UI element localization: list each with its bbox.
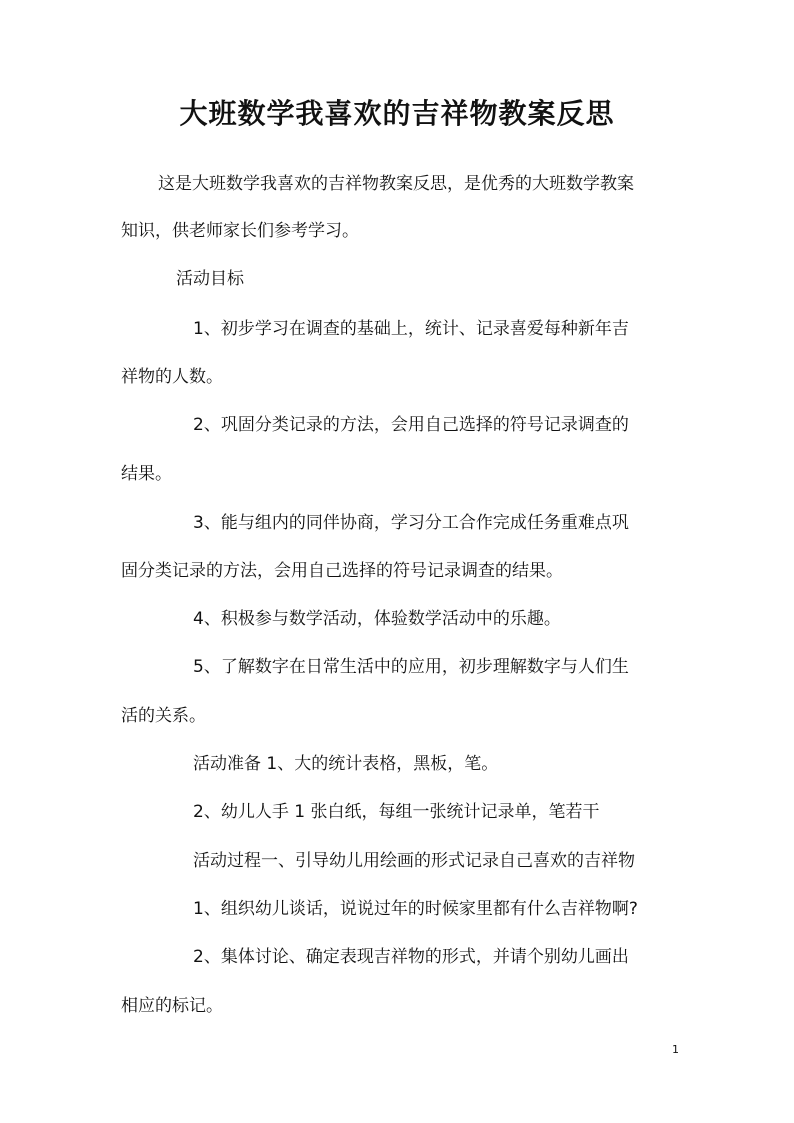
paragraph-line: 相应的标记。 [121,996,223,1016]
paragraph-line: 3、能与组内的同伴协商，学习分工合作完成任务重难点巩 [193,513,629,533]
paragraph-line: 结果。 [121,464,172,484]
paragraph-line: 这是大班数学我喜欢的吉祥物教案反思，是优秀的大班数学教案 [158,174,634,194]
paragraph-line: 祥物的人数。 [121,367,223,387]
paragraph-line: 2、集体讨论、确定表现吉祥物的形式，并请个别幼儿画出 [193,947,629,967]
paragraph-line: 2、巩固分类记录的方法，会用自己选择的符号记录调查的 [193,415,629,435]
paragraph-line: 5、了解数字在日常生活中的应用，初步理解数字与人们生 [193,657,629,677]
document-title: 大班数学我喜欢的吉祥物教案反思 [179,97,615,130]
paragraph-line: 1、组织幼儿谈话，说说过年的时候家里都有什么吉祥物啊? [193,899,638,919]
paragraph-line: 1、初步学习在调查的基础上，统计、记录喜爱每种新年吉 [193,319,629,339]
section-heading: 活动目标 [176,269,244,289]
paragraph-line: 固分类记录的方法，会用自己选择的符号记录调查的结果。 [121,561,563,581]
page-number: 1 [672,1043,679,1056]
paragraph-line: 活动准备 1、大的统计表格，黑板，笔。 [193,754,499,774]
paragraph-line: 知识，供老师家长们参考学习。 [121,221,359,241]
paragraph-line: 4、积极参与数学活动，体验数学活动中的乐趣。 [193,609,561,629]
paragraph-line: 活动过程一、引导幼儿用绘画的形式记录自己喜欢的吉祥物 [193,851,635,871]
paragraph-line: 活的关系。 [121,706,206,726]
paragraph-line: 2、幼儿人手 1 张白纸，每组一张统计记录单，笔若干 [193,802,600,822]
